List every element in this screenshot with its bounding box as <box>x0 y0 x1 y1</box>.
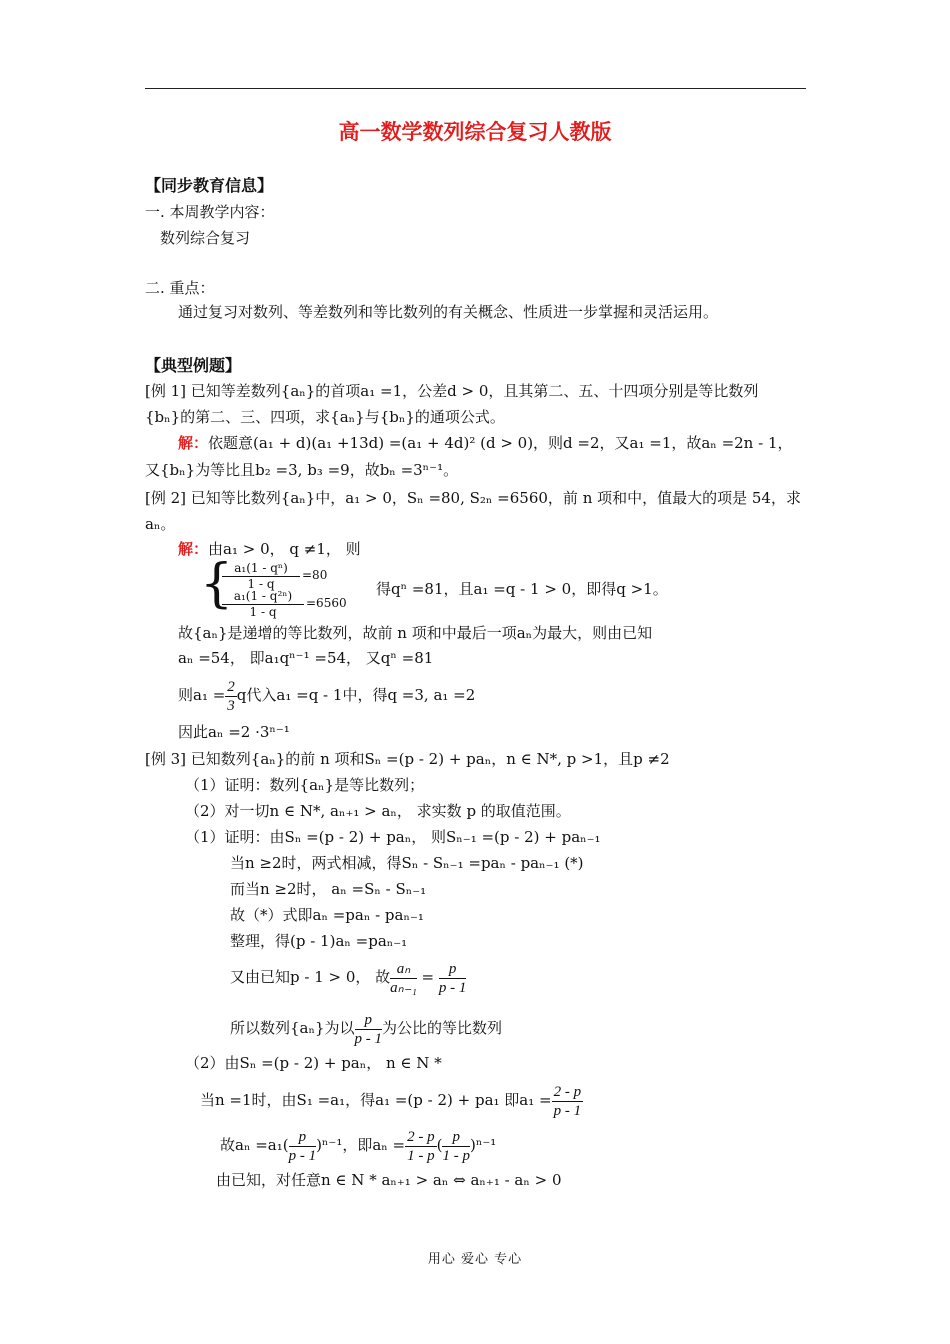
system-value-2: =6560 <box>306 596 347 610</box>
example-3-proof-1: （1）证明：由Sₙ =(p - 2) + paₙ， 则Sₙ₋₁ =(p - 2) + paₙ₋₁ <box>185 828 601 846</box>
example-3-proof-7 <box>230 1008 502 1048</box>
text: 当n =1时，由S₁ =a₁，得a₁ =(p - 2) + pa₁ 即a₁ = <box>200 1091 552 1109</box>
example-3-part-2-3: 故aₙ =a₁( $\frac{p}{p - 1}$ )ⁿ⁻¹，即aₙ = $\frac{2 - p}{1 - p}$ ( $\frac{p}{1 - p}$ )ⁿ⁻¹ <box>220 1128 497 1164</box>
fraction-denominator: p - 1 <box>553 1102 582 1119</box>
fraction-numerator: aₙ <box>390 960 417 979</box>
example-3-part-2-1: （2）由Sₙ =(p - 2) + paₙ， n ∈ N * <box>185 1054 442 1072</box>
system-fraction-2 <box>222 590 304 619</box>
example-1-solution-2: 又{bₙ}为等比且b₂ =3, b₃ =9，故bₙ =3ⁿ⁻¹。 <box>145 461 459 479</box>
example-1-line-1: [例 1] 已知等差数列{aₙ}的首项a₁ =1，公差d > 0，且其第二、五、十四项分别是等比数列 <box>145 382 759 400</box>
header-rule <box>145 88 806 89</box>
example-3-proof-5: 整理，得(p - 1)aₙ =paₙ₋₁ <box>230 932 408 950</box>
example-2-line-2: aₙ。 <box>145 515 176 533</box>
fraction-denominator: p - 1 <box>288 1147 317 1164</box>
fraction-numerator: 2 <box>227 678 235 695</box>
text: 故aₙ =a₁( <box>220 1136 289 1154</box>
example-2-solution-2: 得qⁿ =81，且a₁ =q - 1 > 0，即得q >1。 <box>376 580 668 598</box>
fraction-numerator: p <box>289 1128 317 1147</box>
page-title: 高一数学数列综合复习人教版 <box>338 119 612 144</box>
example-2-line-1: [例 2] 已知等比数列{aₙ}中，a₁ > 0，Sₙ =80, S₂ₙ =6560，前 n 项和中，值最大的项是 54，求 <box>145 489 801 507</box>
fraction-denominator: 1 - q <box>249 605 277 619</box>
example-3-part-2-2 <box>200 1080 583 1120</box>
text: )ⁿ⁻¹ <box>469 1136 497 1154</box>
text: )ⁿ⁻¹，即aₙ = <box>316 1136 406 1154</box>
key-points-text: 通过复习对数列、等差数列和等比数列的有关概念、性质进一步掌握和灵活运用。 <box>178 303 719 321</box>
system-fraction-1 <box>222 562 300 591</box>
fraction <box>439 960 467 997</box>
fraction-denominator: aₙ₋₁ <box>390 979 417 996</box>
solution-text: 依题意(a₁ + d)(a₁ +13d) =(a₁ + 4d)² (d > 0)，则d =2，又a₁ =1，故aₙ =2n - 1， <box>208 434 793 452</box>
fraction-numerator: a₁(1 - qⁿ) <box>234 561 288 575</box>
fraction-numerator: 2 - p <box>407 1128 435 1145</box>
fraction <box>225 678 237 715</box>
fraction-denominator: p - 1 <box>438 979 467 996</box>
example-3-question-2: （2）对一切n ∈ N*, aₙ₊₁ > aₙ， 求实数 p 的取值范围。 <box>185 802 571 820</box>
fraction-numerator: a₁(1 - q²ⁿ) <box>233 589 293 603</box>
fraction-numerator: p <box>442 1128 470 1147</box>
fraction-numerator: p <box>439 960 467 979</box>
fraction <box>405 1128 437 1165</box>
example-2-solution-6: 因此aₙ =2 ·3ⁿ⁻¹ <box>178 723 290 741</box>
section-sync-info: 【同步教育信息】 <box>145 176 274 195</box>
section-examples: 【典型例题】 <box>145 356 242 375</box>
content-text: 数列综合复习 <box>160 229 251 247</box>
solution-label: 解： <box>178 540 209 558</box>
example-3-part-2-4: 由已知，对任意n ∈ N * aₙ₊₁ > aₙ ⇔ aₙ₊₁ - aₙ > 0 <box>216 1171 562 1189</box>
system-value-1: =80 <box>302 568 328 582</box>
fraction <box>355 1011 383 1048</box>
example-2-solution-4: aₙ =54， 即a₁qⁿ⁻¹ =54， 又qⁿ =81 <box>178 649 434 667</box>
key-points-heading: 二. 重点： <box>145 279 215 297</box>
fraction <box>289 1128 317 1165</box>
example-3-question-1: （1）证明：数列{aₙ}是等比数列； <box>185 776 425 794</box>
fraction-denominator: 1 - q <box>247 577 275 591</box>
fraction <box>442 1128 470 1165</box>
example-2-solution-5 <box>178 676 475 715</box>
solution-text: 由a₁ > 0， q ≠1， 则 <box>208 540 361 558</box>
text: 又由已知p - 1 > 0， 故 <box>230 968 391 986</box>
fraction-denominator: 1 - p <box>407 1147 435 1164</box>
content-heading: 一. 本周教学内容： <box>145 203 275 221</box>
fraction <box>552 1083 584 1120</box>
fraction <box>390 960 417 997</box>
brace-symbol: { <box>200 554 234 614</box>
example-1-solution-1 <box>178 433 793 453</box>
example-2-solution-3: 故{aₙ}是递增的等比数列，故前 n 项和中最后一项aₙ为最大，则由已知 <box>178 624 653 642</box>
text: 则a₁ = <box>178 686 226 704</box>
text: 所以数列{aₙ}为以 <box>230 1019 355 1037</box>
example-3-proof-4: 故（*）式即aₙ =paₙ - paₙ₋₁ <box>230 906 424 924</box>
fraction-numerator: 2 - p <box>553 1083 582 1100</box>
solution-label: 解： <box>178 434 209 452</box>
example-3-proof-3: 而当n ≥2时， aₙ =Sₙ - Sₙ₋₁ <box>230 880 427 898</box>
example-3-proof-2: 当n ≥2时，两式相减，得Sₙ - Sₙ₋₁ =paₙ - paₙ₋₁ (*) <box>230 854 584 872</box>
fraction-denominator: 3 <box>227 697 235 714</box>
text: q代入a₁ =q - 1中，得q =3, a₁ =2 <box>236 686 476 704</box>
fraction-denominator: 1 - p <box>442 1147 470 1164</box>
fraction-numerator: p <box>355 1011 383 1030</box>
fraction-denominator: p - 1 <box>354 1030 383 1047</box>
text: 为公比的等比数列 <box>382 1019 503 1037</box>
example-3-line-1: [例 3] 已知数列{aₙ}的前 n 项和Sₙ =(p - 2) + paₙ，n ∈ N*, p >1，且p ≠2 <box>145 750 670 768</box>
page-footer: 用心 爱心 专心 <box>427 1252 523 1267</box>
example-1-line-2: {bₙ}的第二、三、四项，求{aₙ}与{bₙ}的通项公式。 <box>145 408 505 426</box>
example-3-proof-6: 又由已知p - 1 > 0， 故 $\frac{\text{aₙ}}{\text{aₙ₋₁}}$ = $\frac{p}{p - 1}$ <box>230 960 467 996</box>
equation-system <box>200 554 370 619</box>
